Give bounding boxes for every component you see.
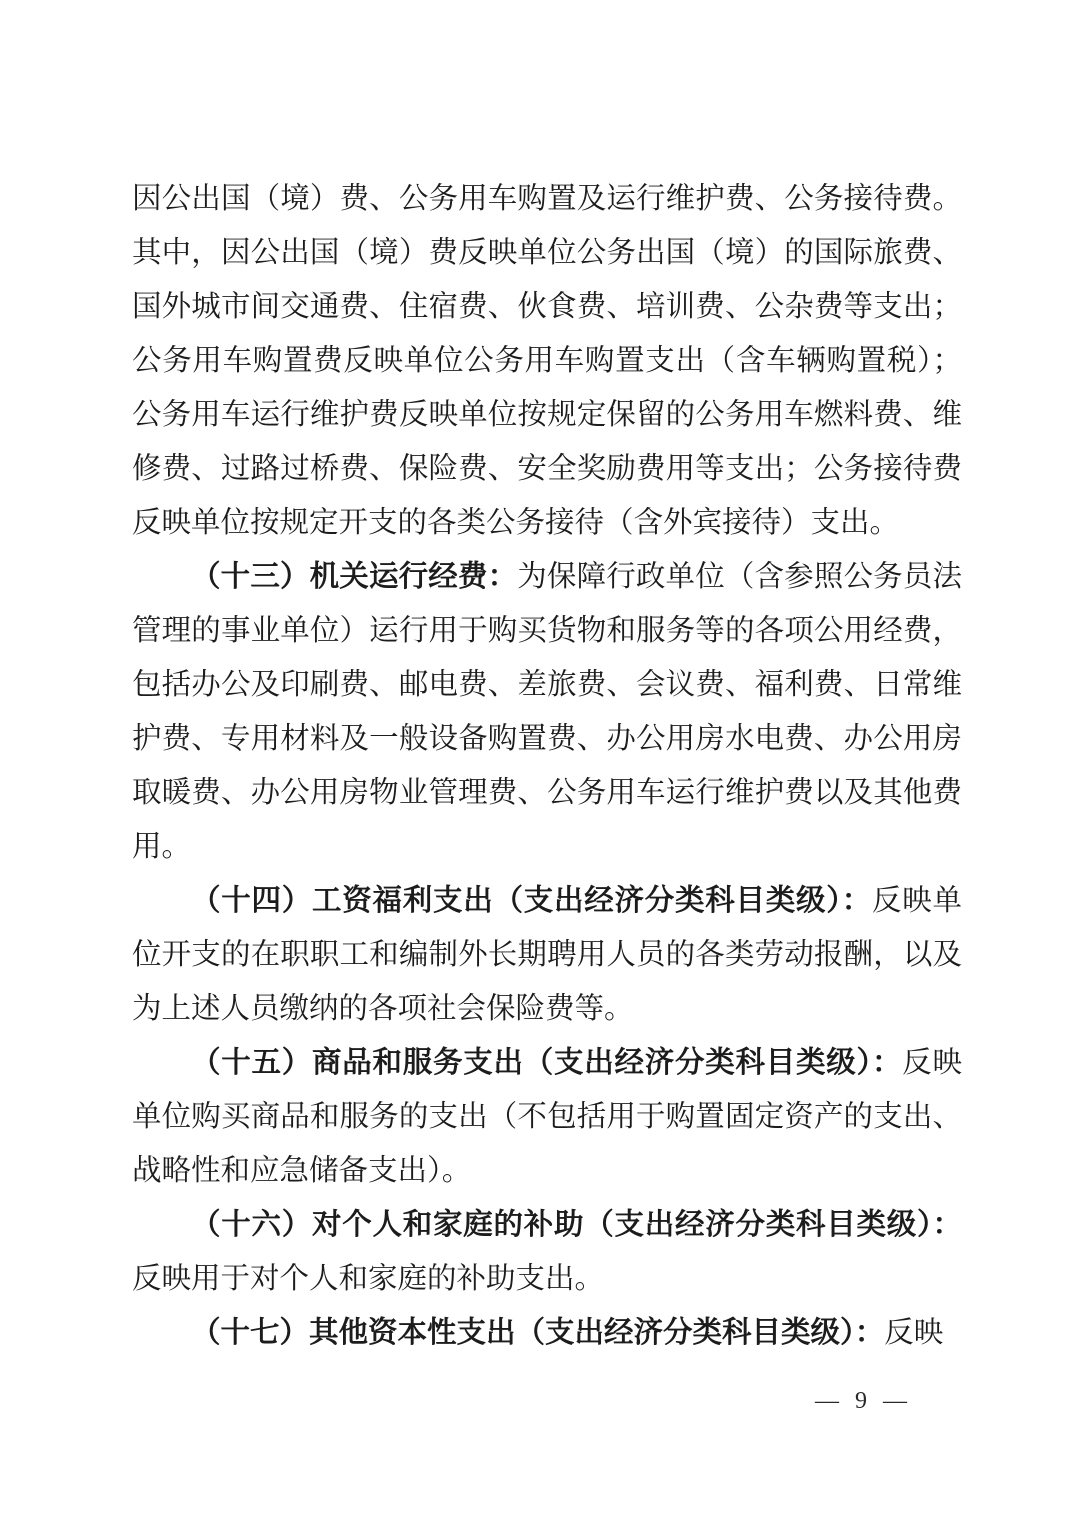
- paragraph-body-text: 反映单位开支的在职职工和编制外长期聘用人员的各类劳动报酬，以及为上述人员缴纳的各项社会保险费等。: [132, 885, 962, 1025]
- page-number: — 9 —: [815, 1388, 912, 1414]
- paragraph-body-text: 为保障行政单位（含参照公务员法管理的事业单位）运行用于购买货物和服务等的各项公用经费，包括办公及印刷费、邮电费、差旅费、会议费、福利费、日常维护费、专用材料及一般设备购置费、办公用房水电费、办公用房取暖费、办公用房物业管理费、公务用车运行维护费以及其他费用。: [132, 561, 962, 863]
- paragraph-item-14: [132, 874, 962, 1036]
- paragraph-item-17: [132, 1306, 962, 1360]
- paragraph-heading: （十四）工资福利支出（支出经济分类科目类级）：: [191, 885, 872, 917]
- paragraph-item-16: [132, 1198, 962, 1306]
- paragraph-heading: （十六）对个人和家庭的补助（支出经济分类科目类级）：: [191, 1209, 962, 1241]
- paragraph-item-15: [132, 1036, 962, 1198]
- paragraph-item-13: [132, 550, 962, 874]
- paragraph-body-text: 因公出国（境）费、公务用车购置及运行维护费、公务接待费。其中，因公出国（境）费反映单位公务出国（境）的国际旅费、国外城市间交通费、住宿费、伙食费、培训费、公杂费等支出；公务用车购置费反映单位公务用车购置支出（含车辆购置税）；公务用车运行维护费反映单位按规定保留的公务用车燃料费、维修费、过路过桥费、保险费、安全奖励费用等支出；公务接待费反映单位按规定开支的各类公务接待（含外宾接待）支出。: [132, 183, 962, 539]
- paragraph-body-text: 反映: [884, 1317, 944, 1349]
- paragraph-heading: （十五）商品和服务支出（支出经济分类科目类级）：: [191, 1047, 903, 1079]
- paragraph-body-text: 反映单位购买商品和服务的支出（不包括用于购置固定资产的支出、战略性和应急储备支出）。: [132, 1047, 962, 1187]
- paragraph-continuation: [132, 172, 962, 550]
- paragraph-heading: （十七）其他资本性支出（支出经济分类科目类级）：: [191, 1317, 885, 1349]
- document-text-block: [132, 172, 962, 1360]
- paragraph-body-text: 反映用于对个人和家庭的补助支出。: [132, 1263, 605, 1295]
- paragraph-heading: （十三）机关运行经费：: [191, 561, 518, 593]
